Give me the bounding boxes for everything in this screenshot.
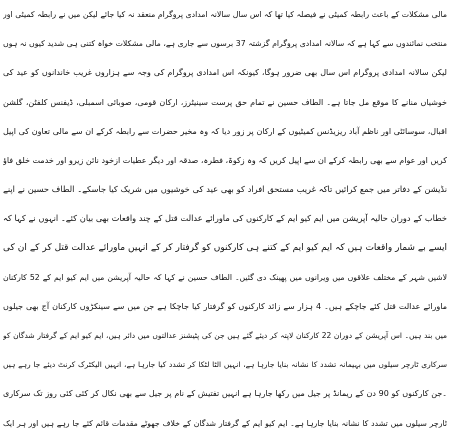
text-line: مالی مشکلات کے باعث رابطہ کمیٹی نے فیصلہ کیا تھا کہ اس سال سالانہ امدادی پروگرام منعقد نہ کیا جائے لیکن میں نے رابطہ کمیٹی اور: [3, 10, 447, 19]
text-line: نڈیشن کے دفاتر میں جمع کرائیں تاکہ غریب مستحق افراد کو بھی عید کی خوشیوں میں شریک کیا جاسکے۔ الطاف حسین نے اپنے: [3, 184, 447, 195]
text-line: ماورائے عدالت قتل کئے جاچکے ہیں۔ 4 ہزار سے زائد کارکنوں کو گرفتار کیا جاچکا ہے جن میں سے سینکڑوں کارکنان آج بھی جیلوں: [3, 301, 447, 311]
text-line: ٹارچر سیلوں میں تشدد کا نشانہ بنایا جارہا ہے۔ ایم کیو ایم کے گرفتار شدگان کے خلاف جھوٹے مقدمات قائم کئے جا رہے ہیں اور ہر ایک: [3, 418, 447, 428]
text-line: خطاب کے دوران حالیہ آپریشن میں ایم کیو ایم کے کارکنوں کی ماورائے عدالت قتل کے چند واقعات بھی بیان کئے۔ انہوں نے کہا کہ: [3, 213, 447, 224]
text-line: لاشیں شہر کے مختلف علاقوں میں ویرانوں میں پھینک دی گئیں۔ الطاف حسین نے کہا کہ حالیہ آپریشن میں ایم کیو ایم کے 52 کارکنان: [3, 272, 447, 282]
text-line: اقبال، سوسائٹی اور ناظم آباد ریزیڈنس کمیٹیوں کے ارکان پر زور دیا کہ وہ مخیر حضرات سے رابطہ کرکے ان سے مالی تعاون کی اپیل: [3, 126, 447, 136]
text-line: ۔جن کارکنوں کو 90 دن کے ریمانڈ پر جیل میں رکھا جارہا ہے انہیں تفتیش کے نام پر جیل سے بھی نکال کر کئی کئی روز تک سرکاری: [3, 389, 447, 399]
text-line: ایسے بے شمار واقعات ہیں کہ ایم کیو ایم کے کتنے ہی کارکنوں کو گرفتار کر کے انہیں ماورائے عدالت قتل کر کے ان کی: [3, 242, 447, 253]
text-line: لیکن سالانہ امدادی پروگرام اس سال بھی ضرور ہوگا، کیونکہ اس امدادی پروگرام کی وجہ سے ہزاروں غریب خاندانوں کو عید کی: [3, 68, 447, 78]
text-line: میں بند ہیں۔ اس آپریشن کے دوران 22 کارکنان لاپتہ کر دیئے گئے ہیں جن کی پٹیشنز عدالتوں میں دائر ہیں، ایم کیو ایم کے گرفتار شدگان کو: [3, 331, 447, 341]
text-line: خوشیاں منانے کا موقع مل جاتا ہے۔ الطاف حسین نے تمام حق پرست سینیٹرز، ارکان قومی، صوبائی اسمبلی، ڈیفنس کلفٹن، گلشن: [3, 97, 447, 107]
text-line: منتخب نمائندوں سے کہا ہے کہ سالانہ امدادی پروگرام گزشتہ 37 برسوں سے جاری ہے، مالی مشکلات خواہ کتنی ہی شدید کیوں نہ ہوں: [3, 39, 447, 49]
text-line: سرکاری ٹارچر سیلوں میں بہیمانہ تشدد کا نشانہ بنایا جارہا ہے، انہیں الٹا لٹکا کر تشدد کیا جارہا ہے، انہیں الیکٹرک کرنٹ دیئے جا رہے ہیں: [3, 360, 447, 370]
text-line: کریں اور عوام سے بھی رابطہ کرکے ان سے اپیل کریں کہ وہ زکوۃ، فطرہ، صدقہ اور دیگر عطیات ازخود نائن زیرو اور خدمت خلق فاؤ: [3, 155, 447, 165]
